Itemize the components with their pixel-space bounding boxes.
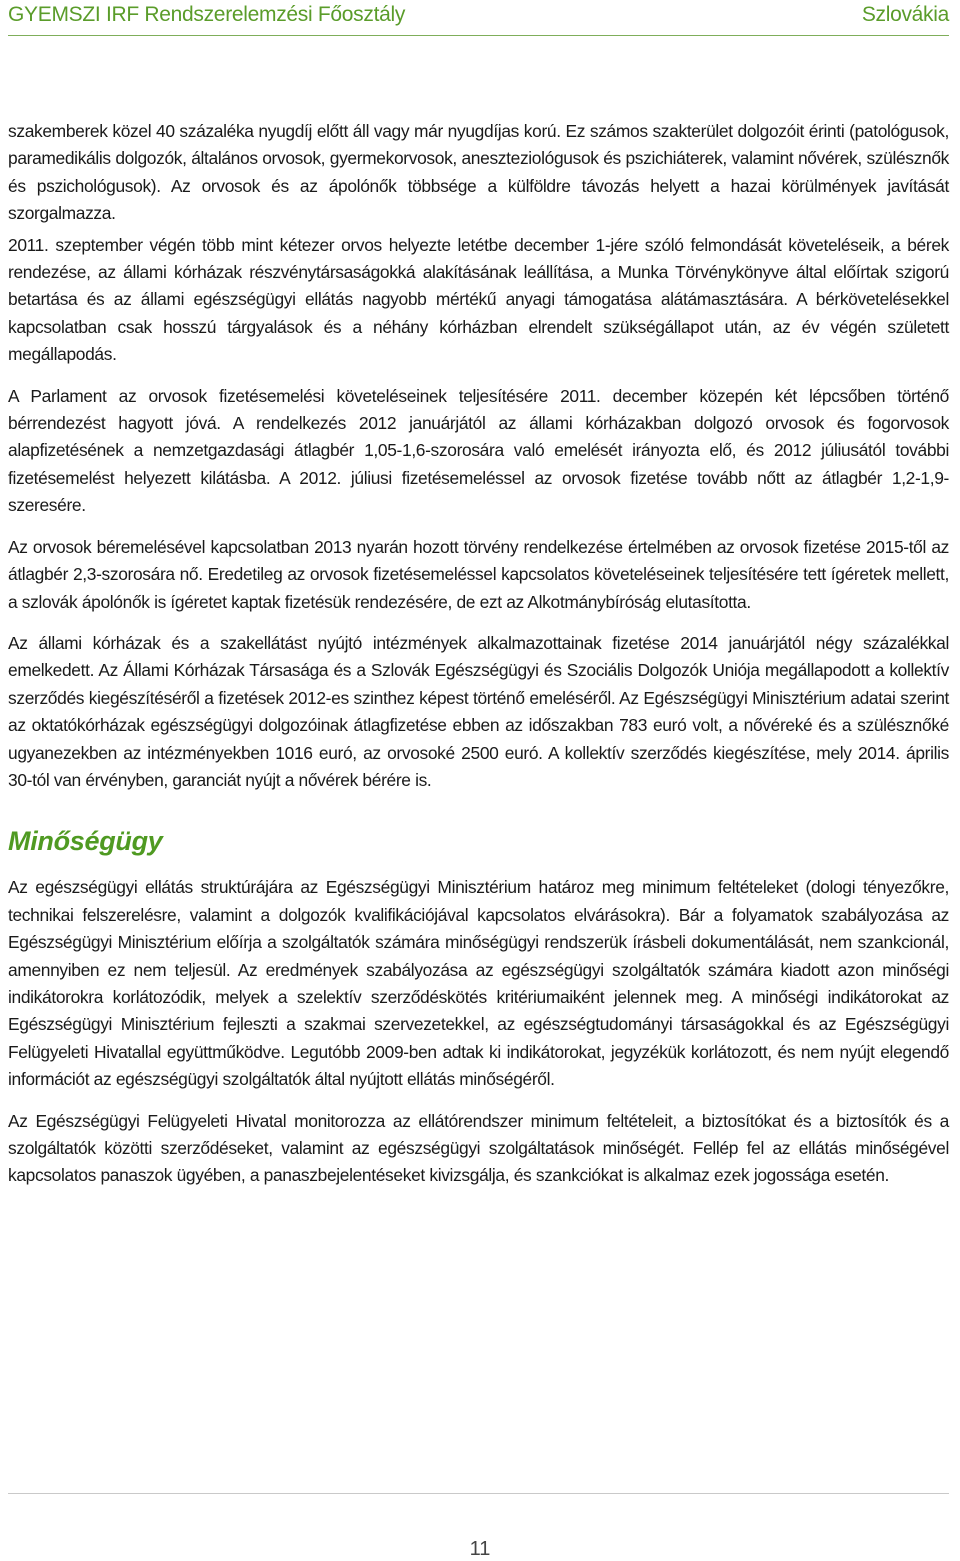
paragraph: szakemberek közel 40 százaléka nyugdíj előtt áll vagy már nyugdíjas korú. Ez számos szakterület dolgozóit érinti (patológusok, paramedikális dolgozók, általános orvosok, gyermekorvosok, aneszteziológusok és pszichiáterek, valamint nővérek, szülésznők és pszichológusok). Az orvosok és az ápolónők többsége a külföldre távozás helyett a hazai körülmények javítását szorgalmazza. [8, 121, 949, 224]
paragraph: Az Egészségügyi Felügyeleti Hivatal monitorozza az ellátórendszer minimum feltételeit, a biztosítókat és a biztosítók és a szolgáltatók közötti szerződéseket, valamint az egészségügyi szolgáltatások minőségét. Fellép fel az ellátás minőségével kapcsolatos panaszok ügyében, a panaszbejelentéseket kivizsgálja, és szankciókat is alkalmaz ezek jogossága esetén. [8, 1110, 949, 1186]
header-divider [8, 35, 949, 36]
paragraph: A Parlament az orvosok fizetésemelési követeléseinek teljesítésére 2011. december közepén két lépcsőben történő bérrendezést hagyott jóvá. A rendelkezés 2012 januárjától az állami kórházakban dolgozó orvosok és fogorvosok alapfizetésének a nemzetgazdasági átlagbér 1,05-1,6-szorosára való emelését irányozta elő, és 2012 júliusától további fizetésemelést helyezett kilátásba. A 2012. júliusi fizetésemeléssel az orvosok fizetése tovább nőtt az átlagbér 1,2-1,9-szeresére. [8, 385, 949, 516]
header-organization: GYEMSZI IRF Rendszerelemzési Főosztály [8, 3, 406, 26]
header-country: Szlovákia [861, 3, 949, 26]
page-number: 11 [469, 1538, 491, 1560]
paragraph: Az orvosok béremelésével kapcsolatban 2013 nyarán hozott törvény rendelkezése értelmében az orvosok fizetése 2015-től az átlagbér 2,3-szorosára nő. Eredetileg az orvosok fizetésemeléssel kapcsolatos követeléseinek teljesítésére tett ígéretek mellett, a szlovák ápolónők is ígéretet kaptak fizetésük rendezésére, de ezt az Alkotmánybíróság elutasította. [8, 536, 949, 612]
footer-divider [8, 1493, 949, 1494]
paragraph: Az egészségügyi ellátás struktúrájára az Egészségügyi Minisztérium határoz meg minimum feltételeket (dologi tényezőkre, technikai felszerelésre, valamint a dolgozók kvalifikációjával kapcsolatos elvárásokra). Bár a folyamatok szabályozása az Egészségügyi Minisztérium előírja a szolgáltatók számára minőségügyi rendszerük írásbeli dokumentálását, nem szankcionál, amennyiben ez nem teljesül. Az eredmények szabályozása az egészségügyi szolgáltatók számára kiadott azon minőségi indikátorokra korlátozódik, melyek a szelektív szerződéskötés kritériumaiként jelennek meg. A minőségi indikátorokat az Egészségügyi Minisztérium fejleszti a szakmai szervezetekkel, az egészségtudományi társaságokkal és az Egészségügyi Felügyeleti Hivatallal együttműködve. Legutóbb 2009-ben adtak ki indikátorokat, jegyzékük korlátozott, és nem nyújt elegendő információt az egészségügyi szolgáltatók által nyújtott ellátás minőségéről. [8, 877, 949, 1090]
paragraph: 2011. szeptember végén több mint kétezer orvos helyezte letétbe december 1-jére szóló felmondását követeléseik, a bérek rendezése, az állami kórházak részvénytársaságokká alakításának leállítása, a Munka Törvénykönyve által előírtak szigorú betartása és az állami egészségügyi ellátás nagyobb mértékű anyagi támogatása alátámasztására. A bérkövetelésekkel kapcsolatban csak hosszú tárgyalások és a néhány kórházban elrendelt szükségállapot után, az év végén született megállapodás. [8, 234, 949, 365]
document-body [8, 118, 949, 1204]
section-heading: Minőségügy [8, 826, 163, 857]
paragraph: Az állami kórházak és a szakellátást nyújtó intézmények alkalmazottainak fizetése 2014 januárjától négy százalékkal emelkedett. Az Állami Kórházak Társasága és a Szlovák Egészségügyi és Szociális Dolgozók Uniója megállapodott a kollektív szerződés kiegészítéséről a fizetések 2012-es szinthez képest történő emeléséről. Az Egészségügyi Minisztérium adatai szerint az oktatókórházak egészségügyi dolgozóinak átlagfizetése ebben az időszakban 783 euró volt, a nővéreké és a szülésznőké ugyanezekben az intézményekben 1016 euró, az orvosoké 2500 euró. A kollektív szerződés kiegészítése, mely 2014. április 30-tól van érvényben, garanciát nyújt a nővérek bérére is. [8, 632, 949, 790]
page-header [8, 0, 949, 30]
